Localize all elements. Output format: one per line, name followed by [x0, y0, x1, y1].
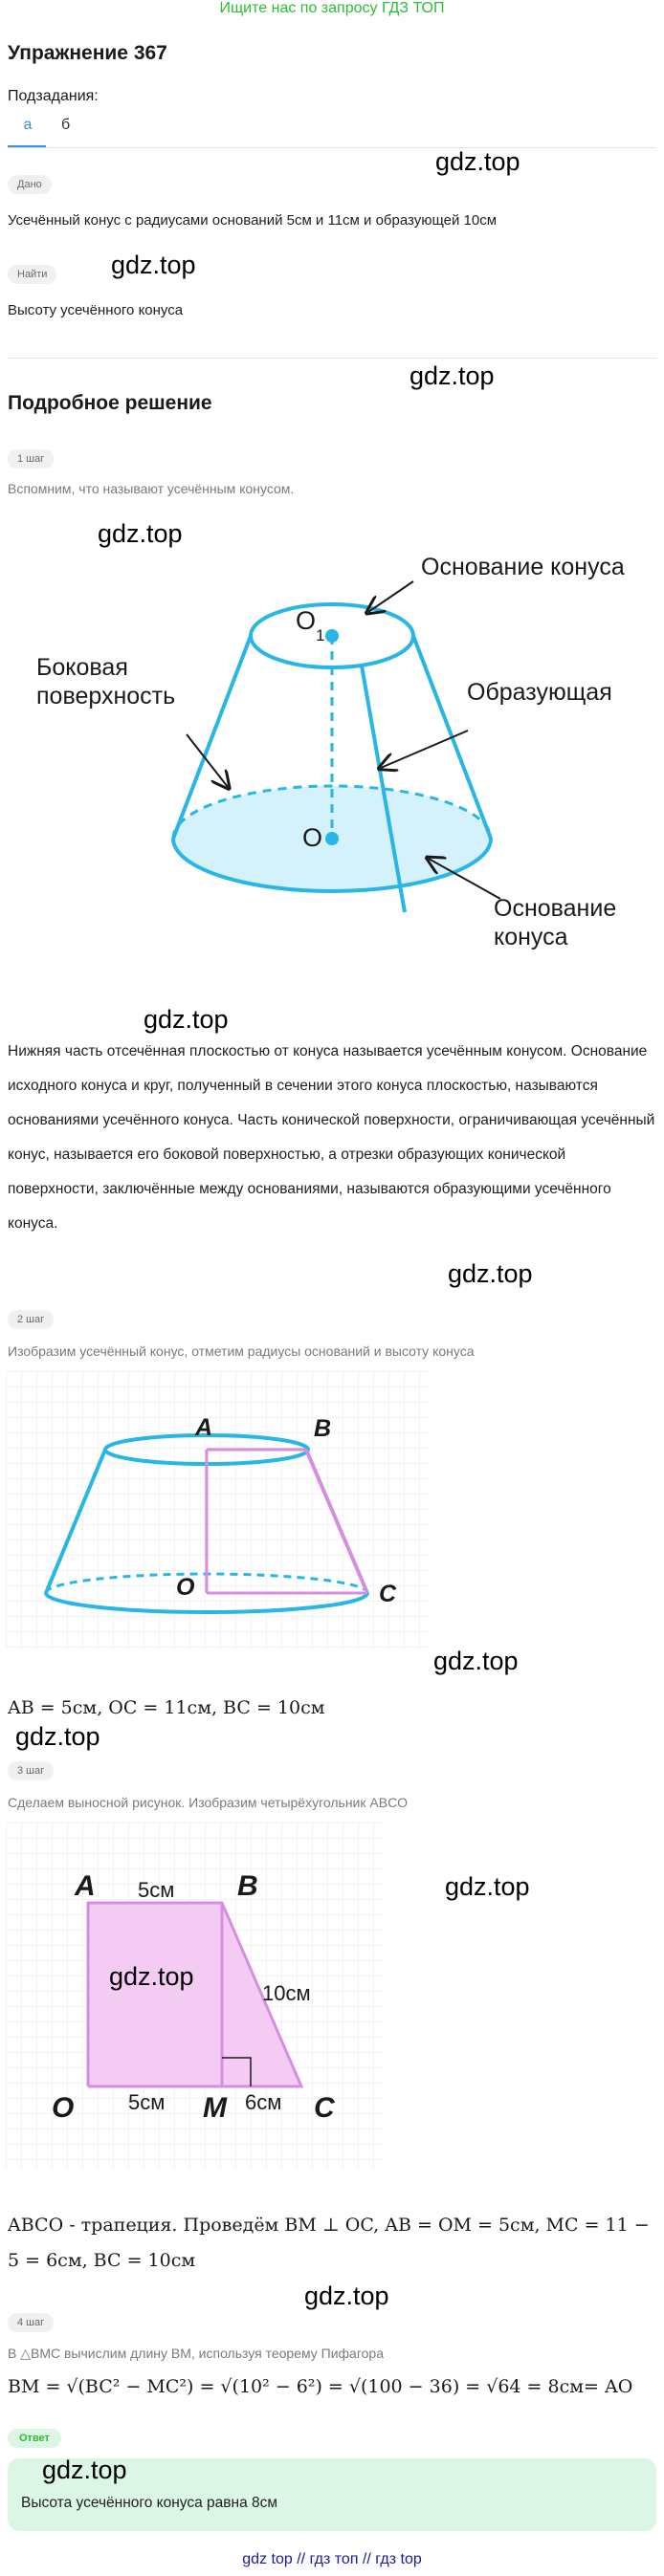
label-o: O	[176, 1574, 195, 1601]
label-bottom-base-1: Основание	[494, 895, 617, 922]
label-ab-length: 5см	[138, 1878, 175, 1902]
tab-b[interactable]: б	[61, 117, 71, 133]
label-a: A	[75, 1870, 96, 1902]
watermark: gdz.top	[448, 1259, 533, 1288]
answer-text: Высота усечённого конуса равна 8см	[21, 2495, 278, 2511]
label-b: B	[314, 1415, 332, 1442]
find-text: Высоту усечённого конуса	[8, 302, 184, 318]
solution-title: Подробное решение	[8, 392, 212, 414]
top-banner[interactable]: Ищите нас по запросу ГДЗ ТОП	[219, 0, 445, 16]
section-divider	[8, 358, 656, 359]
watermark: gdz.top	[98, 519, 183, 548]
label-bottom-base-2: конуса	[494, 924, 568, 950]
label-generatrix: Образующая	[467, 679, 612, 706]
page-title: Упражнение 367	[8, 42, 167, 64]
given-text: Усечённый конус с радиусами оснований 5см и 11см и образующей 10см	[8, 212, 498, 229]
step2-hint: Изобразим усечённый конус, отметим радиусы оснований и высоту конуса	[8, 1343, 475, 1359]
step4-formula: BM = √(BC² − MC²) = √(10² − 6²) = √(100 − 36) = √64 = 8см= AO	[8, 2376, 633, 2397]
label-side-1: Боковая	[36, 654, 128, 681]
watermark: gdz.top	[144, 1005, 229, 1034]
given-badge: Дано	[8, 175, 52, 194]
watermark: gdz.top	[409, 361, 495, 390]
label-o1: O	[296, 606, 317, 635]
footer-links[interactable]: gdz top // гдз топ // гдз top	[242, 2551, 422, 2567]
definition-paragraph: Нижняя часть отсечённая плоскостью от конуса называется усечённым конусом. Основание исходного конуса и круг, полученный в сечении этого конуса плоскостью, называются основаниями усечённого конуса. Часть конической поверхности, ограничивающая усечённый конус, называется его боковой поверхностью, а отрезки образующих конической поверхности, заключённые между основаниями, называются образующими усечённого конуса.	[8, 1043, 655, 1232]
label-bc-length: 10см	[262, 1981, 311, 2005]
truncated-cone-figure	[0, 516, 664, 966]
center-o1-point	[325, 629, 339, 643]
cone-radii-figure	[6, 1371, 429, 1648]
subtasks-label: Подзадания:	[8, 88, 99, 104]
label-om-length: 5см	[128, 2090, 166, 2114]
trapezoid-figure	[6, 1823, 383, 2169]
step3-text-line2: 5 = 6см, BC = 10см	[8, 2250, 196, 2271]
step2-badge: 2 шаг	[8, 1310, 54, 1329]
arrow-side-surface	[187, 734, 228, 787]
step3-hint: Сделаем выносной рисунок. Изобразим четырёхугольник ABCO	[8, 1795, 409, 1810]
label-m: M	[203, 2092, 227, 2124]
label-o: O	[52, 2092, 75, 2124]
tab-a[interactable]: а	[23, 117, 33, 133]
arrow-top-base	[368, 581, 413, 612]
label-b: B	[237, 1870, 258, 1902]
step1-badge: 1 шаг	[8, 449, 54, 469]
step2-equation: AB = 5см, OC = 11см, BC = 10см	[8, 1697, 325, 1718]
step4-badge: 4 шаг	[8, 2313, 54, 2332]
label-o: O	[302, 823, 323, 852]
step1-hint: Вспомним, что называют усечённым конусом.	[8, 481, 295, 496]
step4-hint: В △BMC вычислим длину BM, используя теорему Пифагора	[8, 2346, 385, 2361]
watermark: gdz.top	[445, 1872, 530, 1901]
label-o1-subscript: 1	[316, 626, 325, 644]
label-c: C	[379, 1581, 397, 1607]
watermark: gdz.top	[433, 1647, 519, 1675]
center-o-point	[325, 832, 339, 845]
label-a: A	[195, 1414, 213, 1441]
label-side-2: поверхность	[36, 683, 176, 709]
watermark: gdz.top	[15, 1722, 100, 1751]
watermark: gdz.top	[42, 2456, 127, 2484]
grid-background	[6, 1371, 429, 1648]
label-c: C	[314, 2092, 335, 2124]
step3-text-line1: ABCO - трапеция. Проведём BM ⊥ OC, AB = OM = 5см, MC = 11 −	[8, 2215, 650, 2236]
step3-badge: 3 шаг	[8, 1761, 54, 1780]
tabs-divider	[8, 147, 656, 148]
watermark: gdz.top	[109, 1962, 194, 1991]
answer-badge: Ответ	[8, 2429, 61, 2448]
label-top-base: Основание конуса	[421, 554, 625, 580]
watermark: gdz.top	[111, 251, 196, 279]
watermark: gdz.top	[435, 147, 520, 176]
label-mc-length: 6см	[245, 2090, 282, 2114]
find-badge: Найти	[8, 265, 56, 284]
watermark: gdz.top	[304, 2281, 389, 2310]
